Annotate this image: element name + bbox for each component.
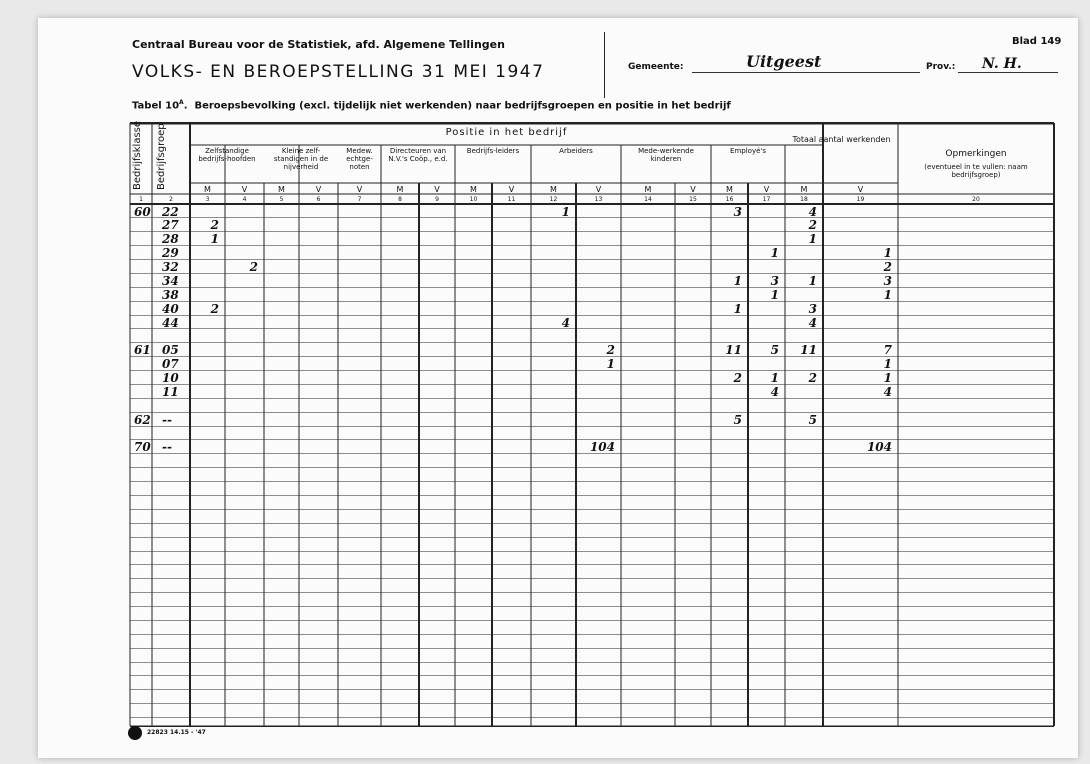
klasse-value: 61 bbox=[134, 343, 151, 358]
mv-label-col-8: M bbox=[396, 185, 404, 194]
groep-value: 40 bbox=[162, 301, 179, 316]
mv-label-col-3: M bbox=[204, 185, 211, 194]
cell-value-col-17: 1 bbox=[770, 246, 779, 261]
bureau-line: Centraal Bureau voor de Statistiek, afd. Algemene Tellingen bbox=[132, 38, 505, 51]
cell-value-col-18: 1 bbox=[808, 232, 817, 247]
group-header-7: Mede-werkende kinderen bbox=[638, 147, 694, 163]
mv-label-col-12: M bbox=[550, 185, 557, 194]
groep-value: -- bbox=[162, 412, 172, 427]
column-number-15: 15 bbox=[689, 196, 697, 203]
group-header-2: Kleine zelf-standigen in de nijverheid bbox=[273, 147, 329, 171]
mv-label-col-13: V bbox=[595, 185, 602, 194]
group-header-6: Arbeiders bbox=[559, 147, 593, 155]
mv-label-col-15: V bbox=[690, 185, 696, 194]
groep-value: 07 bbox=[162, 357, 179, 372]
blad-number: Blad 149 bbox=[1012, 36, 1062, 47]
column-number-16: 16 bbox=[725, 196, 734, 203]
cell-value-col-18: 2 bbox=[808, 218, 817, 233]
form-title: VOLKS- EN BEROEPSTELLING 31 MEI 1947 bbox=[132, 62, 545, 82]
cell-value-col-19: 104 bbox=[866, 440, 892, 455]
positie-header: Positie in het bedrijf bbox=[445, 127, 568, 138]
cell-value-col-16: 1 bbox=[733, 301, 742, 316]
column-number-11: 11 bbox=[507, 196, 516, 203]
cell-value-col-16: 5 bbox=[733, 412, 742, 427]
mv-label-col-7: V bbox=[356, 185, 363, 194]
groep-value: 34 bbox=[162, 273, 179, 288]
mv-label-col-18: M bbox=[800, 185, 808, 194]
mv-label-col-5: M bbox=[278, 185, 285, 194]
group-header-4: Directeuren van N.V.'s Coöp., e.d. bbox=[388, 147, 448, 163]
cell-value-col-16: 11 bbox=[725, 343, 742, 358]
mv-label-col-17: V bbox=[763, 185, 770, 194]
column-number-1: 1 bbox=[139, 196, 143, 203]
column-number-10: 10 bbox=[469, 196, 478, 203]
cell-value-col-18: 3 bbox=[808, 301, 817, 316]
mv-label-col-4: V bbox=[241, 185, 248, 194]
groep-value: 27 bbox=[162, 218, 179, 233]
table-title: Tabel $10^A$. Beroepsbevolking (excl. tijdelijk niet werkenden) naar bedrijfsgroepen en positie in het bedrijf bbox=[132, 99, 731, 112]
groep-value: 29 bbox=[162, 246, 179, 261]
mv-label-col-16: M bbox=[726, 185, 733, 194]
column-number-14: 14 bbox=[644, 196, 652, 203]
census-form-sheet bbox=[38, 18, 1078, 758]
group-header-1: Zelfstandige bedrijfs-hoofden bbox=[198, 147, 256, 163]
cell-value-col-16: 2 bbox=[733, 371, 742, 386]
cell-value-col-13: 2 bbox=[606, 343, 615, 358]
bedrijfsklasse-header: Bedrijfsklasse bbox=[132, 120, 143, 190]
mv-label-col-9: V bbox=[434, 185, 440, 194]
cell-value-col-18: 2 bbox=[808, 371, 817, 386]
cell-value-col-17: 5 bbox=[770, 343, 779, 358]
cell-value-col-19: 1 bbox=[883, 246, 892, 261]
cell-value-col-19: 1 bbox=[883, 371, 892, 386]
groep-value: 28 bbox=[162, 232, 179, 247]
group-header-3: Medew. echtge-noten bbox=[346, 147, 373, 171]
group-header-8: Employé's bbox=[730, 147, 766, 155]
column-number-19: 19 bbox=[856, 196, 865, 203]
column-number-17: 17 bbox=[762, 196, 771, 203]
cell-value-col-3: 1 bbox=[210, 232, 219, 247]
cell-value-col-13: 104 bbox=[589, 440, 615, 455]
cell-value-col-18: 5 bbox=[808, 412, 817, 427]
totaal-header: Totaal aantal werkenden bbox=[792, 135, 891, 144]
mv-label-col-14: M bbox=[644, 185, 652, 194]
groep-value: 38 bbox=[162, 287, 179, 302]
column-number-6: 6 bbox=[316, 196, 321, 203]
column-number-5: 5 bbox=[279, 196, 284, 203]
groep-value: 05 bbox=[162, 343, 179, 358]
cell-value-col-18: 4 bbox=[808, 204, 817, 219]
column-number-8: 8 bbox=[398, 196, 402, 203]
column-number-7: 7 bbox=[357, 196, 362, 203]
opmerkingen-note: (eventueel in te vullen: naam bedrijfsgroep) bbox=[924, 163, 1028, 179]
cell-value-col-19: 3 bbox=[883, 273, 892, 288]
table-title-prefix: Tabel 10 bbox=[132, 100, 180, 112]
mv-label-col-6: V bbox=[315, 185, 322, 194]
cell-value-col-17: 4 bbox=[770, 384, 779, 399]
column-number-4: 4 bbox=[242, 196, 247, 203]
column-number-13: 13 bbox=[594, 196, 603, 203]
groep-value: 10 bbox=[162, 371, 179, 386]
cell-value-col-17: 1 bbox=[770, 371, 779, 386]
mv-label-col-11: V bbox=[508, 185, 515, 194]
table-title-text: Beroepsbevolking (excl. tijdelijk niet werkenden) naar bedrijfsgroepen en positie in het bedrijf bbox=[194, 100, 731, 112]
prov-value: N. H. bbox=[982, 56, 1022, 72]
cell-value-col-18: 11 bbox=[800, 343, 817, 358]
column-number-3: 3 bbox=[205, 196, 210, 203]
cell-value-col-17: 1 bbox=[770, 287, 779, 302]
cell-value-col-13: 1 bbox=[606, 357, 615, 372]
groep-value: 32 bbox=[162, 260, 179, 275]
cell-value-col-19: 4 bbox=[883, 384, 892, 399]
groep-value: 22 bbox=[162, 204, 179, 219]
cell-value-col-16: 3 bbox=[733, 204, 742, 219]
column-number-9: 9 bbox=[435, 196, 439, 203]
group-header-5: Bedrijfs-leiders bbox=[466, 147, 520, 155]
cell-value-col-12: 1 bbox=[561, 204, 570, 219]
cell-value-col-19: 1 bbox=[883, 287, 892, 302]
klasse-value: 60 bbox=[134, 204, 151, 219]
cell-value-col-3: 2 bbox=[210, 301, 219, 316]
mv-label-col-19: V bbox=[857, 185, 864, 194]
groep-value: -- bbox=[162, 440, 172, 455]
cell-value-col-4: 2 bbox=[249, 260, 258, 275]
printer-seal-icon bbox=[128, 726, 142, 740]
klasse-value: 62 bbox=[134, 412, 151, 427]
bedrijfsgroep-header: Bedrijfsgroep bbox=[156, 123, 167, 190]
cell-value-col-12: 4 bbox=[561, 315, 570, 330]
cell-value-col-16: 1 bbox=[733, 273, 742, 288]
column-number-18: 18 bbox=[800, 196, 808, 203]
column-number-2: 2 bbox=[169, 196, 173, 203]
cell-value-col-3: 2 bbox=[210, 218, 219, 233]
groep-value: 11 bbox=[162, 384, 179, 399]
table-title-sup: A bbox=[179, 99, 184, 106]
cell-value-col-19: 1 bbox=[883, 357, 892, 372]
cell-value-col-19: 7 bbox=[883, 343, 892, 358]
opmerkingen-header: Opmerkingen bbox=[945, 149, 1007, 159]
column-number-12: 12 bbox=[549, 196, 558, 203]
klasse-value: 70 bbox=[134, 440, 151, 455]
mv-label-col-10: M bbox=[470, 185, 477, 194]
print-code: 22823 14.15 - '47 bbox=[147, 729, 206, 736]
cell-value-col-18: 4 bbox=[808, 315, 817, 330]
gemeente-value: Uitgeest bbox=[746, 52, 822, 71]
prov-label: Prov.: bbox=[926, 62, 956, 72]
gemeente-label: Gemeente: bbox=[628, 62, 684, 72]
cell-value-col-18: 1 bbox=[808, 273, 817, 288]
cell-value-col-17: 3 bbox=[770, 273, 779, 288]
column-number-20: 20 bbox=[972, 196, 980, 203]
cell-value-col-19: 2 bbox=[883, 260, 892, 275]
groep-value: 44 bbox=[162, 315, 179, 330]
